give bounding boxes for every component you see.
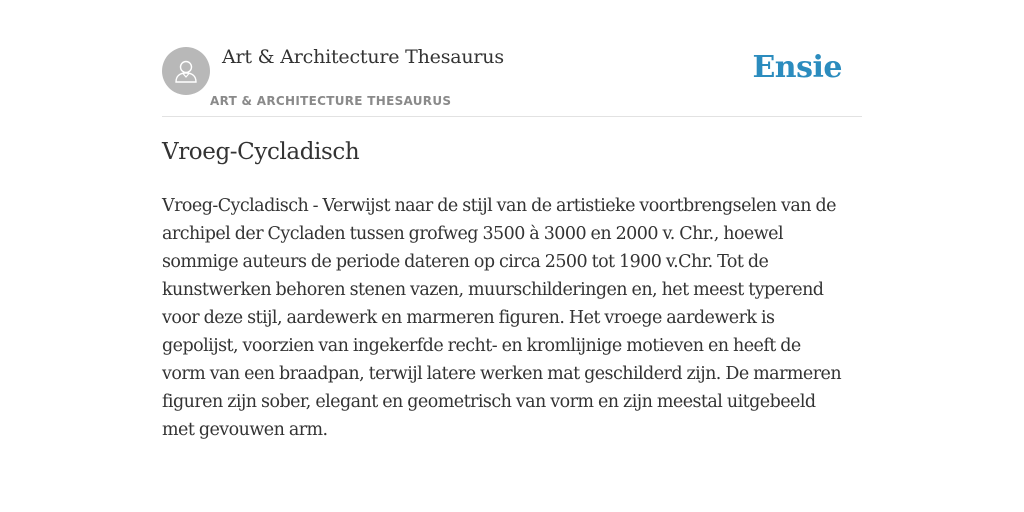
source-subtitle[interactable]: ART & ARCHITECTURE THESAURUS (210, 94, 452, 108)
entry-header (162, 0, 862, 117)
body-line: archipel der Cycladen tussen grofweg 3500 à 3000 en 2000 v. Chr., hoewel (162, 224, 784, 244)
body-line: kunstwerken behoren stenen vazen, muurschilderingen en, het meest typerend (162, 280, 824, 300)
entry-card (162, 0, 862, 512)
entry-body (162, 192, 862, 444)
body-line: met gevouwen arm. (162, 420, 328, 440)
body-line: gepolijst, voorzien van ingekerfde recht- en kromlijnige motieven en heeft de (162, 336, 801, 356)
source-avatar[interactable] (162, 47, 210, 95)
source-title[interactable]: Art & Architecture Thesaurus (222, 46, 504, 68)
body-line: voor deze stijl, aardewerk en marmeren figuren. Het vroege aardewerk is (162, 308, 775, 328)
body-line: vorm van een braadpan, terwijl latere werken mat geschilderd zijn. De marmeren (162, 364, 842, 384)
body-line: figuren zijn sober, elegant en geometrisch van vorm en zijn meestal uitgebeeld (162, 392, 816, 412)
body-line: sommige auteurs de periode dateren op circa 2500 tot 1900 v.Chr. Tot de (162, 252, 769, 272)
brand-logo[interactable]: Ensie (752, 50, 842, 85)
entry-title: Vroeg-Cycladisch (162, 139, 360, 165)
user-icon (172, 57, 200, 85)
body-line: Vroeg-Cycladisch - Verwijst naar de stijl van de artistieke voortbrengselen van de (162, 196, 836, 216)
